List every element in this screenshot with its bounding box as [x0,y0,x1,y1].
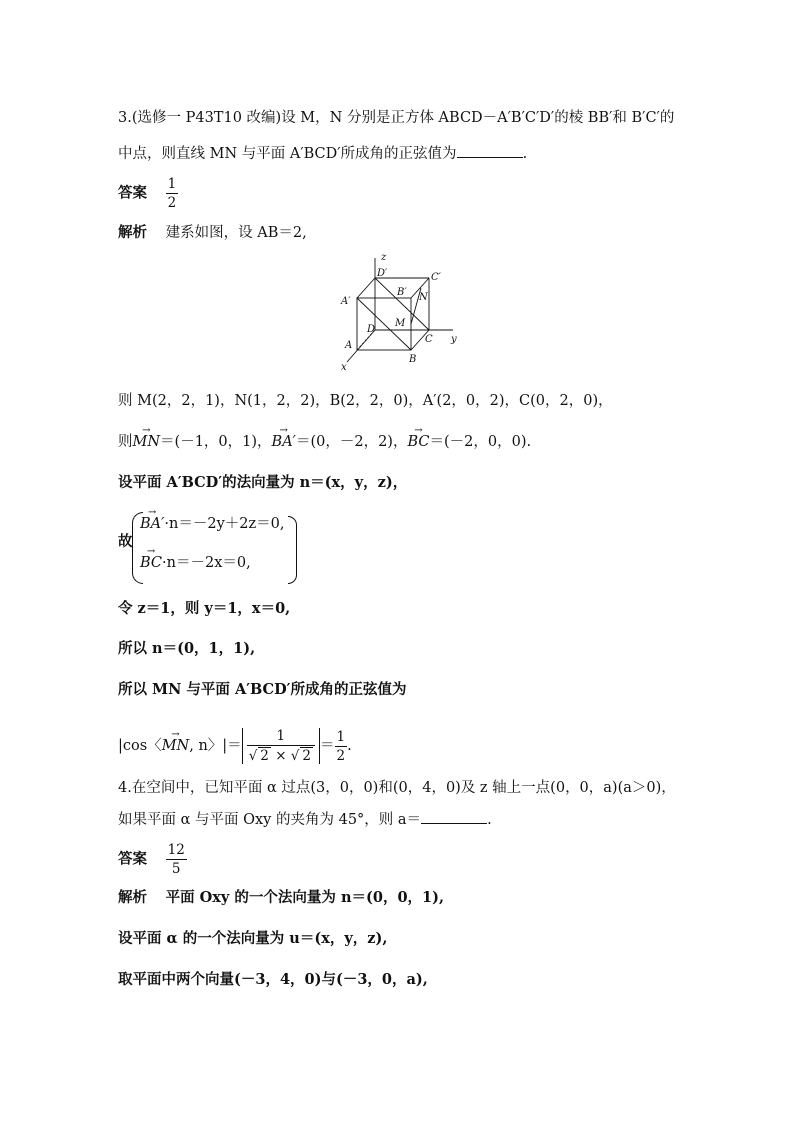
q3-coords-line: 则 M(2，2，1)，N(1，2，2)，B(2，2，0)，A′(2，0，2)，C(0，2，0)， [118,393,613,409]
cos-period: . [347,738,352,754]
q4-stem-line1: 4.在空间中，已知平面 α 过点(3，0，0)和(0，4，0)及 z 轴上一点(0，0，a)(a＞0)， [118,780,676,796]
cube-figure [335,250,465,375]
system-right-brace [288,516,297,584]
cos-abs-fraction [242,728,320,764]
cos-fraction-numerator: 1 [247,728,315,746]
q3-analysis-text: 建系如图，设 AB＝2, [165,225,307,241]
vec-prefix: 则 [118,434,133,450]
vec-MN-value: ＝(－1，0，1)， [160,434,272,450]
q4-answer-numerator: 12 [167,842,185,858]
q3-answer-denominator: 2 [167,195,177,211]
sys-eq1-vector: → BA′ [140,514,164,534]
sys-eq1-text: ·n＝－2y＋2z＝0, [164,516,285,532]
vec-MN: → MN [133,432,161,452]
q3-answer-fraction [166,176,179,211]
q4-answer-denominator: 5 [171,861,181,877]
q4-stem-period: . [487,812,492,828]
label-M: M [395,318,406,329]
q4-answer-label: 答案 [118,850,147,868]
q3-answer-numerator: 1 [167,176,177,192]
q3-system-eq2 [140,553,251,573]
q3-answer-blank [457,144,523,158]
q3-so-n-line: 所以 n＝(0，1，1), [118,640,256,657]
label-x: x [341,362,347,373]
vec-BC-value: ＝(－2，0，0). [429,434,532,450]
q3-analysis-row [118,223,307,243]
label-z: z [381,252,387,263]
q3-so-sin-line: 所以 MN 与平面 A′BCD′所成角的正弦值为 [118,681,407,698]
label-Cp: C′ [431,272,441,283]
vec-BA-value: ＝(0，－2，2)， [295,434,408,450]
q4-answer-blank [421,810,487,824]
label-Dp: D′ [377,268,388,279]
q3-system-eq1 [140,514,285,534]
q3-answer-label: 答案 [118,184,147,202]
label-N: N [419,292,428,303]
q4-vectors-line: 取平面中两个向量(－3，4，0)与(－3，0，a), [118,971,428,988]
q3-normal-line: 设平面 A′BCD′的法向量为 n＝(x，y，z)， [118,474,408,491]
cos-prefix: |cos〈 [118,738,162,754]
label-Ap: A′ [341,296,351,307]
q3-cos-formula [118,728,352,764]
q3-stem-line2-text: 中点，则直线 MN 与平面 A′BCD′所成角的正弦值为 [118,146,457,162]
vec-BC: → BC [407,432,429,452]
q3-stem-line1: 3.(选修一 P43T10 改编)设 M，N 分别是正方体 ABCD－A′B′C′D′的棱 BB′和 B′C′的 [118,110,675,126]
cos-fraction-denominator: √ 2 × √ 2 [248,748,311,764]
q3-stem-line2 [118,144,527,164]
q3-answer-row [118,176,178,211]
q4-answer-row [118,842,187,877]
q4-answer-fraction [166,842,187,877]
cos-fraction [247,728,315,764]
label-C: C [425,334,433,345]
q4-stem-line2 [118,810,492,830]
label-Bp: B′ [397,287,407,298]
label-y: y [451,334,457,345]
q4-analysis-label: 解析 [118,889,147,906]
label-B: B [409,354,417,365]
vec-BA: → BA′ [272,432,296,452]
q3-vectors-line [118,432,531,452]
sys-eq2-text: ·n＝－2x＝0, [162,555,251,571]
q3-let-line: 令 z＝1，则 y＝1，x＝0, [118,600,291,617]
cos-vector: → MN [162,736,190,756]
q4-analysis-text: 平面 Oxy 的一个法向量为 n＝(0，0，1), [165,889,445,906]
sys-eq2-vector: → BC [140,553,162,573]
q3-analysis-label: 解析 [118,224,147,241]
cos-equals: ＝ [320,738,335,754]
label-A: A [345,340,353,351]
q3-stem-period: . [522,146,528,162]
q4-analysis-row [118,888,444,908]
q4-stem-line2-text: 如果平面 α 与平面 Oxy 的夹角为 45°，则 a＝ [118,812,422,828]
label-D: D [367,324,376,335]
cos-mid: , n〉|＝ [189,738,242,754]
cos-result-fraction: $\frac{1}{2}$ [336,728,346,764]
q4-normal-line: 设平面 α 的一个法向量为 u＝(x，y，z), [118,930,388,947]
q3-system-prefix: 故 [118,533,133,550]
edge-ApDp [357,278,375,298]
